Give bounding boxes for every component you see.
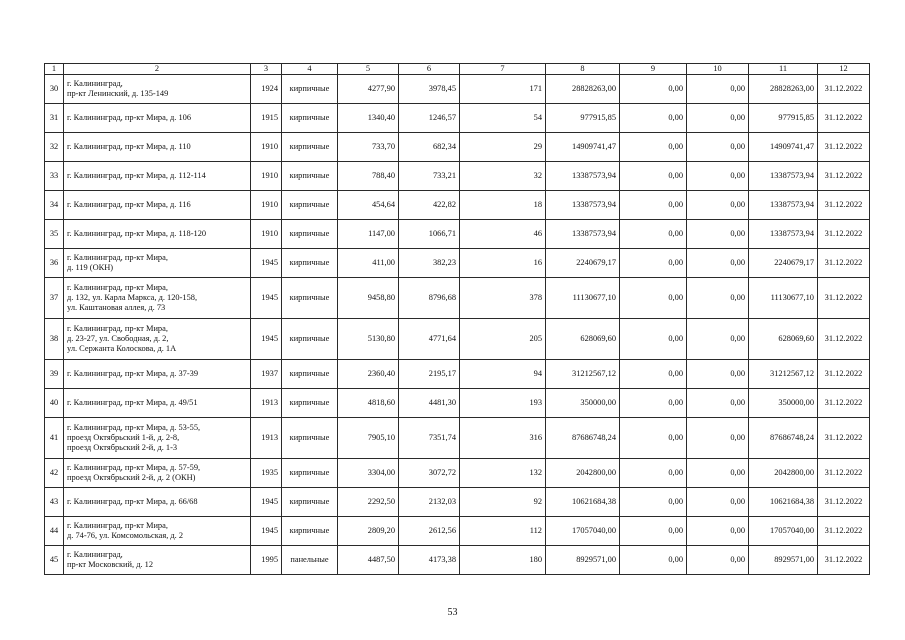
year-cell: 1945 — [251, 517, 282, 546]
year-cell: 1935 — [251, 459, 282, 488]
amount-cell: 0,00 — [687, 418, 749, 459]
year-cell: 1945 — [251, 249, 282, 278]
column-header: 12 — [818, 64, 870, 75]
value-cell: 2809,20 — [338, 517, 399, 546]
address-line: д. 119 (ОКН) — [67, 263, 114, 273]
amount-cell: 2240679,17 — [749, 249, 818, 278]
value-cell: 2360,40 — [338, 360, 399, 389]
value-cell: 454,64 — [338, 191, 399, 220]
material-cell: кирпичные — [282, 517, 338, 546]
row-number: 34 — [45, 191, 64, 220]
year-cell: 1913 — [251, 418, 282, 459]
value-cell: 382,23 — [399, 249, 460, 278]
address-line: г. Калининград, пр-кт Мира, д. 66/68 — [67, 497, 198, 507]
value-cell: 4277,90 — [338, 75, 399, 104]
year-cell: 1945 — [251, 319, 282, 360]
value-cell: 132 — [460, 459, 546, 488]
value-cell: 3304,00 — [338, 459, 399, 488]
table-row — [45, 133, 870, 162]
table-row — [45, 75, 870, 104]
year-cell: 1945 — [251, 488, 282, 517]
table-row — [45, 418, 870, 459]
header-row — [45, 64, 870, 75]
amount-cell: 0,00 — [687, 133, 749, 162]
amount-cell: 13387573,94 — [749, 162, 818, 191]
value-cell: 94 — [460, 360, 546, 389]
material-cell: кирпичные — [282, 249, 338, 278]
material-cell: кирпичные — [282, 75, 338, 104]
address-cell — [64, 220, 251, 249]
column-header: 7 — [460, 64, 546, 75]
table-row — [45, 104, 870, 133]
date-cell: 31.12.2022 — [818, 278, 870, 319]
amount-cell: 977915,85 — [749, 104, 818, 133]
date-cell: 31.12.2022 — [818, 360, 870, 389]
row-number: 45 — [45, 546, 64, 575]
address-line: пр-кт Московский, д. 12 — [67, 560, 154, 570]
amount-cell: 0,00 — [620, 133, 687, 162]
row-number: 33 — [45, 162, 64, 191]
material-cell: кирпичные — [282, 389, 338, 418]
amount-cell: 28828263,00 — [546, 75, 620, 104]
amount-cell: 0,00 — [687, 360, 749, 389]
address-line: д. 74-76, ул. Комсомольская, д. 2 — [67, 531, 184, 541]
row-number: 36 — [45, 249, 64, 278]
value-cell: 54 — [460, 104, 546, 133]
column-header: 1 — [45, 64, 64, 75]
value-cell: 171 — [460, 75, 546, 104]
amount-cell: 350000,00 — [546, 389, 620, 418]
value-cell: 4481,30 — [399, 389, 460, 418]
address-line: д. 23-27, ул. Свободная, д. 2, — [67, 334, 169, 344]
value-cell: 7905,10 — [338, 418, 399, 459]
address-line: г. Калининград, пр-кт Мира, — [67, 323, 168, 333]
material-cell: кирпичные — [282, 278, 338, 319]
date-cell: 31.12.2022 — [818, 546, 870, 575]
material-cell: кирпичные — [282, 191, 338, 220]
amount-cell: 13387573,94 — [749, 191, 818, 220]
address-line: г. Калининград, — [67, 550, 123, 559]
address-cell — [64, 249, 251, 278]
table-row — [45, 517, 870, 546]
material-cell: кирпичные — [282, 488, 338, 517]
date-cell: 31.12.2022 — [818, 75, 870, 104]
value-cell: 4771,64 — [399, 319, 460, 360]
amount-cell: 11130677,10 — [546, 278, 620, 319]
column-header: 9 — [620, 64, 687, 75]
address-cell — [64, 418, 251, 459]
amount-cell: 0,00 — [687, 249, 749, 278]
value-cell: 422,82 — [399, 191, 460, 220]
amount-cell: 0,00 — [687, 319, 749, 360]
amount-cell: 31212567,12 — [546, 360, 620, 389]
value-cell: 4487,50 — [338, 546, 399, 575]
date-cell: 31.12.2022 — [818, 389, 870, 418]
amount-cell: 0,00 — [620, 104, 687, 133]
amount-cell: 0,00 — [620, 389, 687, 418]
year-cell: 1945 — [251, 278, 282, 319]
address-line: г. Калининград, пр-кт Мира, д. 110 — [67, 142, 191, 152]
address-line: д. 132, ул. Карла Маркса, д. 120-158, — [67, 293, 198, 303]
address-cell — [64, 162, 251, 191]
table-row — [45, 278, 870, 319]
value-cell: 92 — [460, 488, 546, 517]
address-cell — [64, 488, 251, 517]
amount-cell: 0,00 — [620, 517, 687, 546]
address-line: г. Калининград, пр-кт Мира, д. 112-114 — [67, 171, 206, 181]
row-number: 43 — [45, 488, 64, 517]
address-cell — [64, 389, 251, 418]
amount-cell: 10621684,38 — [749, 488, 818, 517]
amount-cell: 0,00 — [687, 488, 749, 517]
material-cell: кирпичные — [282, 104, 338, 133]
material-cell: кирпичные — [282, 418, 338, 459]
value-cell: 3072,72 — [399, 459, 460, 488]
amount-cell: 0,00 — [620, 360, 687, 389]
amount-cell: 13387573,94 — [749, 220, 818, 249]
value-cell: 5130,80 — [338, 319, 399, 360]
amount-cell: 87686748,24 — [749, 418, 818, 459]
value-cell: 29 — [460, 133, 546, 162]
row-number: 32 — [45, 133, 64, 162]
date-cell: 31.12.2022 — [818, 418, 870, 459]
value-cell: 46 — [460, 220, 546, 249]
address-line: г. Калининград, пр-кт Мира, д. 53-55, — [67, 422, 201, 432]
row-number: 39 — [45, 360, 64, 389]
year-cell: 1910 — [251, 191, 282, 220]
amount-cell: 350000,00 — [749, 389, 818, 418]
amount-cell: 14909741,47 — [546, 133, 620, 162]
address-cell — [64, 517, 251, 546]
amount-cell: 0,00 — [620, 75, 687, 104]
address-line: г. Калининград, — [67, 79, 123, 88]
row-number: 30 — [45, 75, 64, 104]
value-cell: 788,40 — [338, 162, 399, 191]
address-cell — [64, 459, 251, 488]
amount-cell: 8929571,00 — [749, 546, 818, 575]
material-cell: кирпичные — [282, 162, 338, 191]
row-number: 31 — [45, 104, 64, 133]
value-cell: 733,21 — [399, 162, 460, 191]
value-cell: 1147,00 — [338, 220, 399, 249]
table-row — [45, 220, 870, 249]
value-cell: 1340,40 — [338, 104, 399, 133]
amount-cell: 8929571,00 — [546, 546, 620, 575]
value-cell: 4173,38 — [399, 546, 460, 575]
address-line: пр-кт Ленинский, д. 135-149 — [67, 89, 169, 99]
amount-cell: 0,00 — [620, 418, 687, 459]
address-line: г. Калининград, пр-кт Мира, д. 118-120 — [67, 229, 207, 239]
amount-cell: 17057040,00 — [749, 517, 818, 546]
amount-cell: 0,00 — [687, 162, 749, 191]
row-number: 37 — [45, 278, 64, 319]
date-cell: 31.12.2022 — [818, 488, 870, 517]
table-row — [45, 459, 870, 488]
row-number: 41 — [45, 418, 64, 459]
address-cell — [64, 75, 251, 104]
amount-cell: 0,00 — [620, 459, 687, 488]
row-number: 35 — [45, 220, 64, 249]
row-number: 38 — [45, 319, 64, 360]
column-header: 3 — [251, 64, 282, 75]
material-cell: кирпичные — [282, 319, 338, 360]
amount-cell: 0,00 — [687, 389, 749, 418]
table-body — [45, 75, 870, 575]
value-cell: 1066,71 — [399, 220, 460, 249]
address-line: проезд Октябрьский 2-й, д. 1-3 — [67, 443, 178, 453]
amount-cell: 628069,60 — [749, 319, 818, 360]
amount-cell: 2240679,17 — [546, 249, 620, 278]
amount-cell: 0,00 — [687, 75, 749, 104]
value-cell: 193 — [460, 389, 546, 418]
address-cell — [64, 360, 251, 389]
address-line: г. Калининград, пр-кт Мира, д. 57-59, — [67, 463, 201, 472]
value-cell: 1246,57 — [399, 104, 460, 133]
material-cell: панельные — [282, 546, 338, 575]
value-cell: 180 — [460, 546, 546, 575]
material-cell: кирпичные — [282, 459, 338, 488]
table-row — [45, 191, 870, 220]
year-cell: 1937 — [251, 360, 282, 389]
date-cell: 31.12.2022 — [818, 249, 870, 278]
amount-cell: 0,00 — [687, 104, 749, 133]
table-row — [45, 389, 870, 418]
column-header: 8 — [546, 64, 620, 75]
amount-cell: 11130677,10 — [749, 278, 818, 319]
year-cell: 1910 — [251, 162, 282, 191]
value-cell: 378 — [460, 278, 546, 319]
address-line: ул. Сержанта Колоскова, д. 1А — [67, 344, 177, 354]
date-cell: 31.12.2022 — [818, 191, 870, 220]
value-cell: 8796,68 — [399, 278, 460, 319]
table-row — [45, 249, 870, 278]
date-cell: 31.12.2022 — [818, 133, 870, 162]
date-cell: 31.12.2022 — [818, 459, 870, 488]
column-header: 5 — [338, 64, 399, 75]
amount-cell: 13387573,94 — [546, 191, 620, 220]
amount-cell: 2042800,00 — [749, 459, 818, 488]
amount-cell: 10621684,38 — [546, 488, 620, 517]
address-cell — [64, 319, 251, 360]
column-header: 10 — [687, 64, 749, 75]
value-cell: 733,70 — [338, 133, 399, 162]
amount-cell: 0,00 — [687, 220, 749, 249]
address-cell — [64, 104, 251, 133]
amount-cell: 0,00 — [620, 319, 687, 360]
value-cell: 18 — [460, 191, 546, 220]
column-header: 4 — [282, 64, 338, 75]
amount-cell: 0,00 — [687, 459, 749, 488]
row-number: 40 — [45, 389, 64, 418]
value-cell: 3978,45 — [399, 75, 460, 104]
row-number: 44 — [45, 517, 64, 546]
material-cell: кирпичные — [282, 220, 338, 249]
amount-cell: 31212567,12 — [749, 360, 818, 389]
value-cell: 316 — [460, 418, 546, 459]
table-row — [45, 546, 870, 575]
value-cell: 32 — [460, 162, 546, 191]
amount-cell: 628069,60 — [546, 319, 620, 360]
year-cell: 1910 — [251, 133, 282, 162]
column-header: 2 — [64, 64, 251, 75]
amount-cell: 0,00 — [620, 162, 687, 191]
amount-cell: 2042800,00 — [546, 459, 620, 488]
amount-cell: 0,00 — [620, 488, 687, 517]
address-line: г. Калининград, пр-кт Мира, д. 49/51 — [67, 398, 198, 408]
table-row — [45, 319, 870, 360]
address-cell — [64, 546, 251, 575]
amount-cell: 0,00 — [620, 249, 687, 278]
year-cell: 1910 — [251, 220, 282, 249]
amount-cell: 0,00 — [687, 546, 749, 575]
value-cell: 7351,74 — [399, 418, 460, 459]
amount-cell: 0,00 — [620, 278, 687, 319]
year-cell: 1913 — [251, 389, 282, 418]
address-line: г. Калининград, пр-кт Мира, — [67, 282, 168, 292]
year-cell: 1995 — [251, 546, 282, 575]
address-line: г. Калининград, пр-кт Мира, — [67, 521, 168, 530]
material-cell: кирпичные — [282, 360, 338, 389]
value-cell: 205 — [460, 319, 546, 360]
address-line: г. Калининград, пр-кт Мира, — [67, 253, 168, 262]
address-line: проезд Октябрьский 1-й, д. 2-8, — [67, 433, 180, 443]
value-cell: 2132,03 — [399, 488, 460, 517]
date-cell: 31.12.2022 — [818, 319, 870, 360]
amount-cell: 977915,85 — [546, 104, 620, 133]
address-cell — [64, 191, 251, 220]
table-row — [45, 488, 870, 517]
row-number: 42 — [45, 459, 64, 488]
value-cell: 682,34 — [399, 133, 460, 162]
amount-cell: 0,00 — [620, 546, 687, 575]
table-row — [45, 360, 870, 389]
column-header: 6 — [399, 64, 460, 75]
value-cell: 411,00 — [338, 249, 399, 278]
date-cell: 31.12.2022 — [818, 104, 870, 133]
amount-cell: 13387573,94 — [546, 220, 620, 249]
amount-cell: 17057040,00 — [546, 517, 620, 546]
amount-cell: 0,00 — [687, 191, 749, 220]
value-cell: 112 — [460, 517, 546, 546]
address-line: ул. Каштановая аллея, д. 73 — [67, 303, 166, 313]
address-line: г. Калининград, пр-кт Мира, д. 37-39 — [67, 369, 199, 379]
address-line: г. Калининград, пр-кт Мира, д. 116 — [67, 200, 191, 210]
value-cell: 2195,17 — [399, 360, 460, 389]
housing-table — [44, 63, 870, 575]
amount-cell: 13387573,94 — [546, 162, 620, 191]
date-cell: 31.12.2022 — [818, 162, 870, 191]
year-cell: 1924 — [251, 75, 282, 104]
amount-cell: 28828263,00 — [749, 75, 818, 104]
address-line: проезд Октябрьский 2-й, д. 2 (ОКН) — [67, 473, 196, 483]
value-cell: 2612,56 — [399, 517, 460, 546]
column-header: 11 — [749, 64, 818, 75]
amount-cell: 0,00 — [620, 191, 687, 220]
amount-cell: 0,00 — [687, 517, 749, 546]
value-cell: 16 — [460, 249, 546, 278]
address-cell — [64, 133, 251, 162]
table-row — [45, 162, 870, 191]
amount-cell: 0,00 — [620, 220, 687, 249]
address-line: г. Калининград, пр-кт Мира, д. 106 — [67, 113, 192, 123]
date-cell: 31.12.2022 — [818, 517, 870, 546]
address-cell — [64, 278, 251, 319]
value-cell: 4818,60 — [338, 389, 399, 418]
value-cell: 9458,80 — [338, 278, 399, 319]
value-cell: 2292,50 — [338, 488, 399, 517]
amount-cell: 87686748,24 — [546, 418, 620, 459]
amount-cell: 0,00 — [687, 278, 749, 319]
amount-cell: 14909741,47 — [749, 133, 818, 162]
year-cell: 1915 — [251, 104, 282, 133]
date-cell: 31.12.2022 — [818, 220, 870, 249]
page-number: 53 — [447, 607, 458, 618]
material-cell: кирпичные — [282, 133, 338, 162]
